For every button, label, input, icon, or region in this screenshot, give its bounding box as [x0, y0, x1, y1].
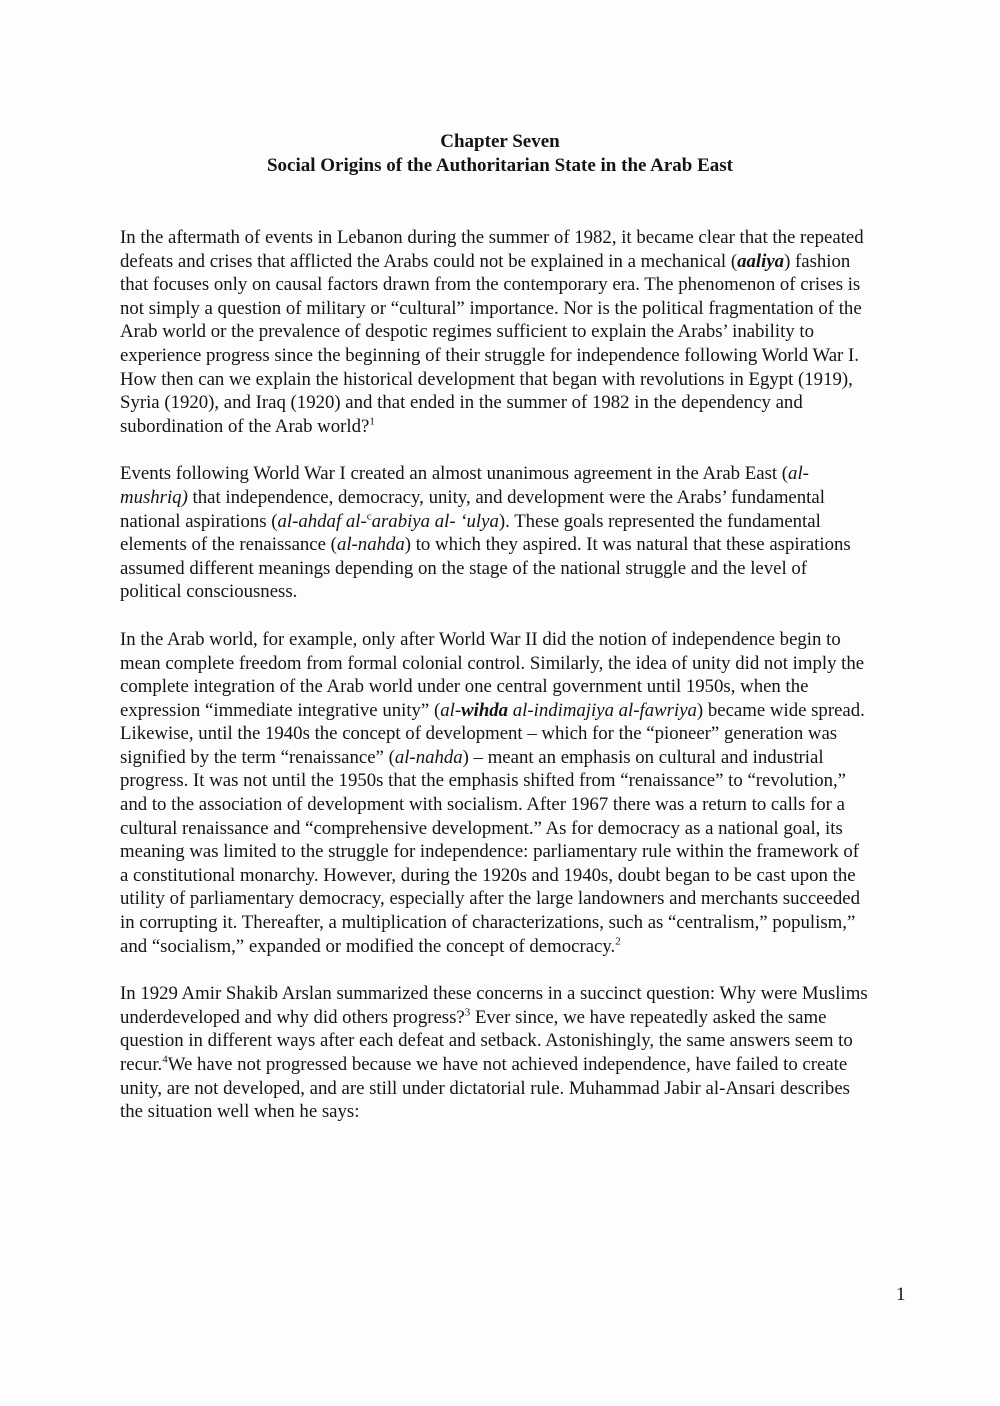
emphasis-text: al-: [440, 699, 462, 721]
paragraph-text: ). These goals represented the fundamental elements of the renaissance (: [120, 510, 821, 556]
emphasis-text: al-nahda: [336, 534, 405, 556]
footnote-marker: 4: [162, 1053, 168, 1066]
emphasis-text: wihda: [461, 699, 509, 721]
paragraph-text: We have not progressed because we have not achieved independence, have failed to create unity, are not developed, and are still under dictatorial rule. Muhammad Jabir al-Ansari describes the situation well when he says:: [120, 1054, 850, 1123]
paragraph-text: In 1929 Amir Shakib Arslan summarized these concerns in a succinct question: Why were Muslims underdeveloped and why did others progress?: [120, 983, 868, 1028]
emphasis-text: arabiya al- ‘ulya: [371, 510, 499, 532]
chapter-title: Social Origins of the Authoritarian State in the Arab East: [266, 155, 734, 176]
footnote-marker: 2: [615, 935, 621, 948]
paragraph-3: [120, 628, 872, 958]
paragraph-text: ) fashion that focuses only on causal factors drawn from the contemporary era. The phenomenon of crises is not simply a question of military or “cultural” importance. Nor is the political fragmentation of the Arab world or the prevalence of despotic regimes sufficient to explain the Arabs’ inability to experience progress since the beginning of their struggle for independence following World War I. How then can we explain the historical development that began with revolutions in Egypt (1919), Syria (1920), and Iraq (1920) and that ended in the summer of 1982 in the dependency and subordination of the Arab world?: [120, 250, 862, 437]
chapter-label: Chapter Seven: [440, 131, 560, 152]
paragraph-text: that independence, democracy, unity, and development were the Arabs’ fundamental national aspirations (: [120, 486, 825, 532]
emphasis-text: aaliya: [737, 250, 785, 272]
paragraph-text: In the aftermath of events in Lebanon during the summer of 1982, it became clear that the repeated defeats and crises that afflicted the Arabs could not be explained in a mechanical (: [120, 227, 864, 272]
body-text: [120, 226, 872, 1148]
paragraph-text: Events following World War I created an almost unanimous agreement in the Arab East (: [120, 463, 789, 485]
paragraph-4: [120, 982, 872, 1124]
page-number: 1: [896, 1284, 906, 1305]
footnote-marker: 1: [369, 415, 375, 428]
paragraph-text: ) to which they aspired. It was natural that these aspirations assumed different meanings depending on the stage of the national struggle and the level of political consciousness.: [120, 534, 851, 603]
emphasis-text: al-indimajiya al-fawriya: [508, 699, 697, 721]
emphasis-text: al-mushriq): [120, 463, 809, 508]
paragraph-text: In the Arab world, for example, only after World War II did the notion of independence begin to mean complete freedom from formal colonial control. Similarly, the idea of unity did not imply the complete integration of the Arab world under one central government until 1950s, when the expression “immediate integrative unity” (: [120, 628, 865, 721]
paragraph-2: [120, 462, 872, 604]
emphasis-text: al-nahda: [394, 746, 463, 768]
paragraph-text: ) – meant an emphasis on cultural and industrial progress. It was not until the 1950s that the emphasis shifted from “renaissance” to “revolution,” and to the association of development with socialism. After 1967 there was a return to calls for a cultural renaissance and “comprehensive development.” As for democracy as a national goal, its meaning was limited to the struggle for independence: parliamentary rule within the framework of a constitutional monarchy. However, during the 1920s and 1940s, doubt began to be cast upon the utility of parliamentary democracy, especially after the large landowners and merchants succeeded in corrupting it. Thereafter, a multiplication of characterizations, such as “centralism,” populism,” and “socialism,” expanded or modified the concept of democracy.: [120, 746, 860, 957]
footnote-marker: c: [366, 510, 372, 523]
emphasis-text: al-ahdaf al-: [277, 510, 367, 532]
footnote-marker: 3: [464, 1006, 471, 1019]
paragraph-1: [120, 226, 872, 438]
paragraph-text: Ever since, we have repeatedly asked the same question in different ways after each defeat and setback. Astonishingly, the same answers seem to recur.: [120, 1006, 853, 1075]
paragraph-text: ) became wide spread. Likewise, until the 1940s the concept of development – which for the “pioneer” generation was signified by the term “renaissance” (: [120, 699, 865, 768]
